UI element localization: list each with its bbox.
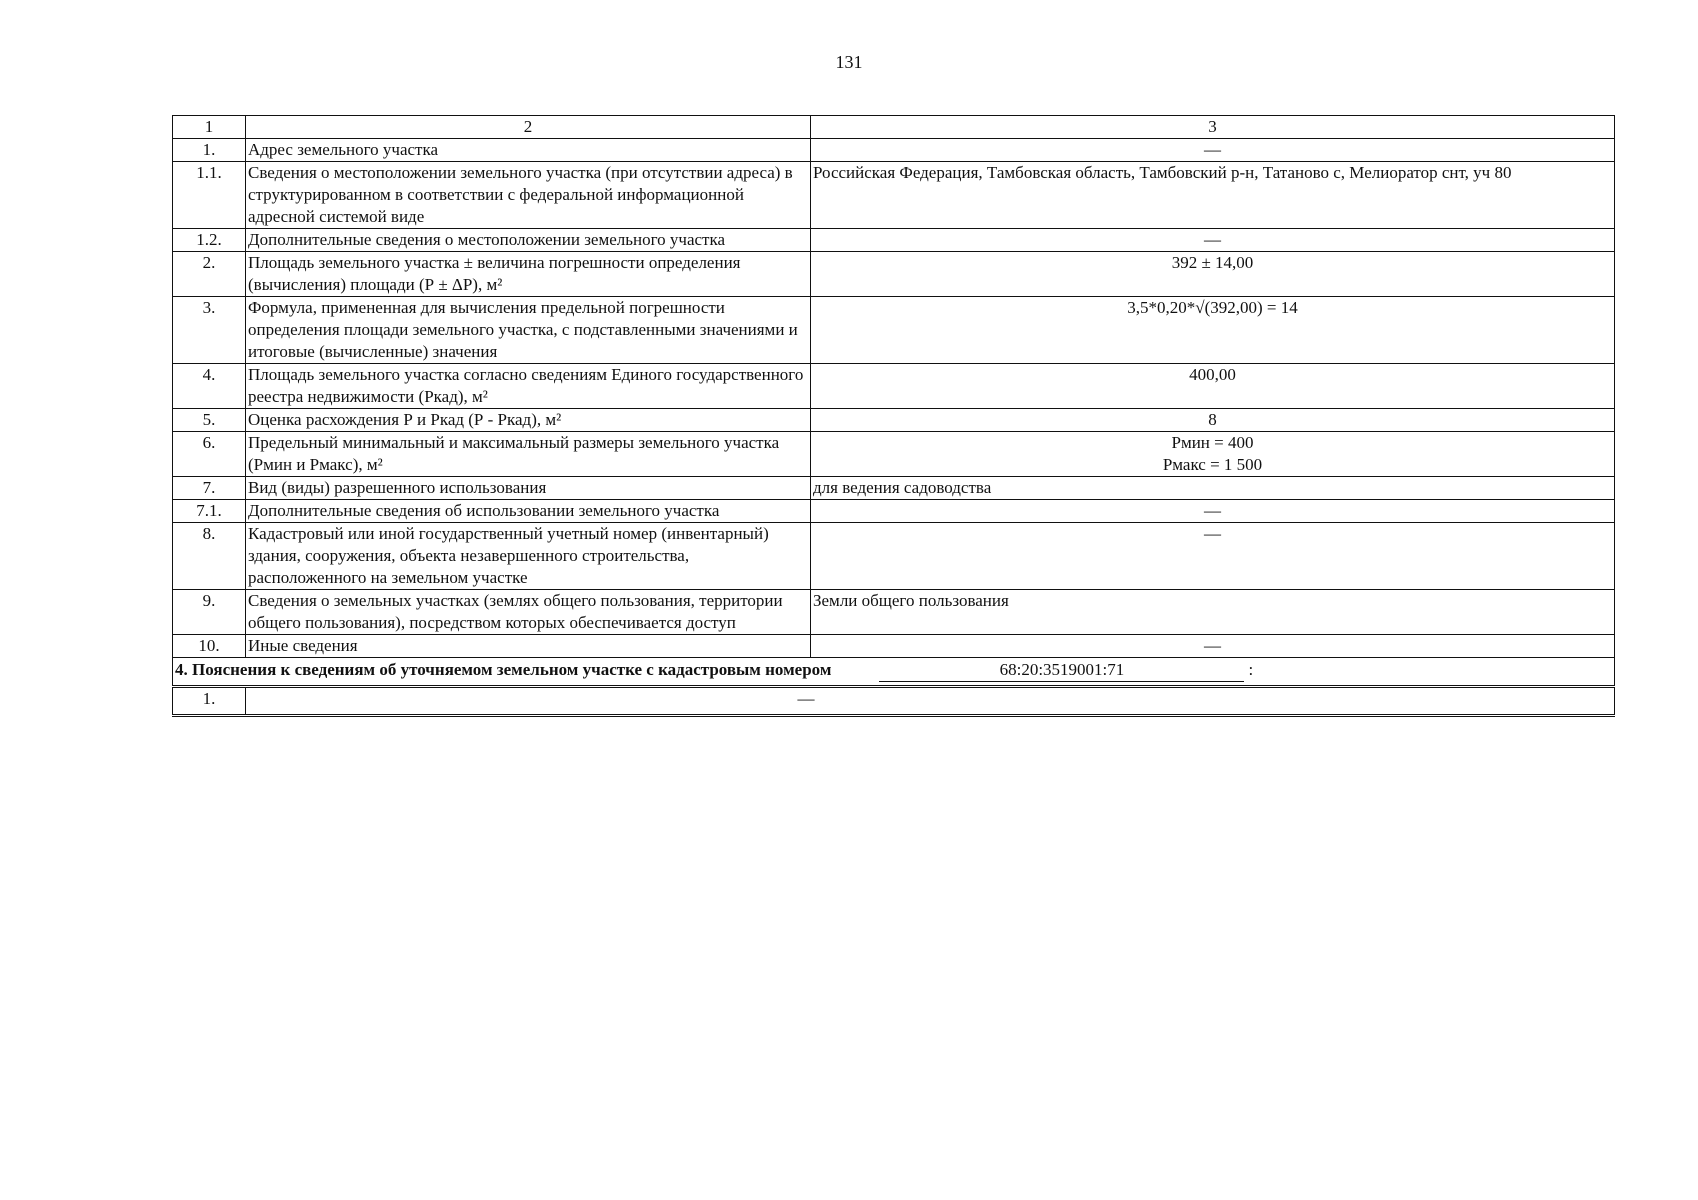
column-header-3: 3 bbox=[811, 116, 1615, 139]
row-value: для ведения садоводства bbox=[811, 477, 1615, 500]
table-row bbox=[173, 297, 1615, 364]
table-row bbox=[173, 162, 1615, 229]
row-value: — bbox=[811, 500, 1615, 523]
row-value: 8 bbox=[811, 409, 1615, 432]
row-number: 4. bbox=[173, 364, 246, 409]
row-value: 3,5*0,20*√(392,00) = 14 bbox=[811, 297, 1615, 364]
table-row bbox=[173, 229, 1615, 252]
table-row bbox=[173, 409, 1615, 432]
row-value: 392 ± 14,00 bbox=[811, 252, 1615, 297]
table-row bbox=[173, 500, 1615, 523]
table-row bbox=[173, 364, 1615, 409]
row-value: — bbox=[811, 523, 1615, 590]
min-size-value: Рмин = 400 bbox=[1171, 433, 1254, 452]
cadastral-number: 68:20:3519001:71 bbox=[879, 659, 1244, 682]
row-number: 6. bbox=[173, 432, 246, 477]
row-label: Вид (виды) разрешенного использования bbox=[246, 477, 811, 500]
row-label: Площадь земельного участка согласно сведениям Единого государственного реестра недвижимости (Ркад), м² bbox=[246, 364, 811, 409]
row-label: Иные сведения bbox=[246, 635, 811, 658]
row-label: Сведения о земельных участках (землях общего пользования, территории общего пользования), посредством которых обеспечивается доступ bbox=[246, 590, 811, 635]
row-label: Предельный минимальный и максимальный размеры земельного участка (Рмин и Рмакс), м² bbox=[246, 432, 811, 477]
section-4-title: 4. Пояснения к сведениям об уточняемом земельном участке с кадастровым номером bbox=[175, 660, 832, 679]
table-row bbox=[173, 252, 1615, 297]
row-value: — bbox=[811, 635, 1615, 658]
row-value: — bbox=[246, 687, 1615, 716]
row-label: Оценка расхождения Р и Ркад (Р - Ркад), м² bbox=[246, 409, 811, 432]
row-value: Российская Федерация, Тамбовская область, Тамбовский р-н, Татаново с, Мелиоратор снт, уч 80 bbox=[811, 162, 1615, 229]
table-row bbox=[173, 432, 1615, 477]
row-number: 5. bbox=[173, 409, 246, 432]
row-number: 3. bbox=[173, 297, 246, 364]
row-value: Земли общего пользования bbox=[811, 590, 1615, 635]
row-number: 8. bbox=[173, 523, 246, 590]
section-4-header bbox=[173, 658, 1615, 687]
row-number: 1.1. bbox=[173, 162, 246, 229]
table-header-row bbox=[173, 116, 1615, 139]
table-row bbox=[173, 477, 1615, 500]
land-plot-info-table bbox=[172, 115, 1615, 717]
section-4-colon: : bbox=[1248, 660, 1254, 679]
row-number: 1.2. bbox=[173, 229, 246, 252]
row-number: 2. bbox=[173, 252, 246, 297]
row-number: 7. bbox=[173, 477, 246, 500]
row-label: Кадастровый или иной государственный учетный номер (инвентарный) здания, сооружения, объекта незавершенного строительства, расположенного на земельном участке bbox=[246, 523, 811, 590]
row-label: Сведения о местоположении земельного участка (при отсутствии адреса) в структурированном в соответствии с федеральной информационной адресной системой виде bbox=[246, 162, 811, 229]
row-number: 1. bbox=[173, 139, 246, 162]
table-row bbox=[173, 687, 1615, 716]
row-value bbox=[811, 432, 1615, 477]
row-label: Дополнительные сведения о местоположении земельного участка bbox=[246, 229, 811, 252]
table-row bbox=[173, 523, 1615, 590]
row-number: 7.1. bbox=[173, 500, 246, 523]
table-row bbox=[173, 635, 1615, 658]
max-size-value: Рмакс = 1 500 bbox=[1162, 455, 1263, 474]
row-label: Дополнительные сведения об использовании земельного участка bbox=[246, 500, 811, 523]
table-row bbox=[173, 139, 1615, 162]
row-number: 10. bbox=[173, 635, 246, 658]
row-value: — bbox=[811, 229, 1615, 252]
table-row bbox=[173, 590, 1615, 635]
row-number: 9. bbox=[173, 590, 246, 635]
row-label: Адрес земельного участка bbox=[246, 139, 811, 162]
row-value: 400,00 bbox=[811, 364, 1615, 409]
column-header-1: 1 bbox=[173, 116, 246, 139]
row-label: Площадь земельного участка ± величина погрешности определения (вычисления) площади (Р ± ΔР), м² bbox=[246, 252, 811, 297]
column-header-2: 2 bbox=[246, 116, 811, 139]
row-label: Формула, примененная для вычисления предельной погрешности определения площади земельного участка, с подставленными значениями и итоговые (вычисленные) значения bbox=[246, 297, 811, 364]
row-number: 1. bbox=[173, 687, 246, 716]
page-number: 131 bbox=[835, 52, 863, 72]
row-value: — bbox=[811, 139, 1615, 162]
